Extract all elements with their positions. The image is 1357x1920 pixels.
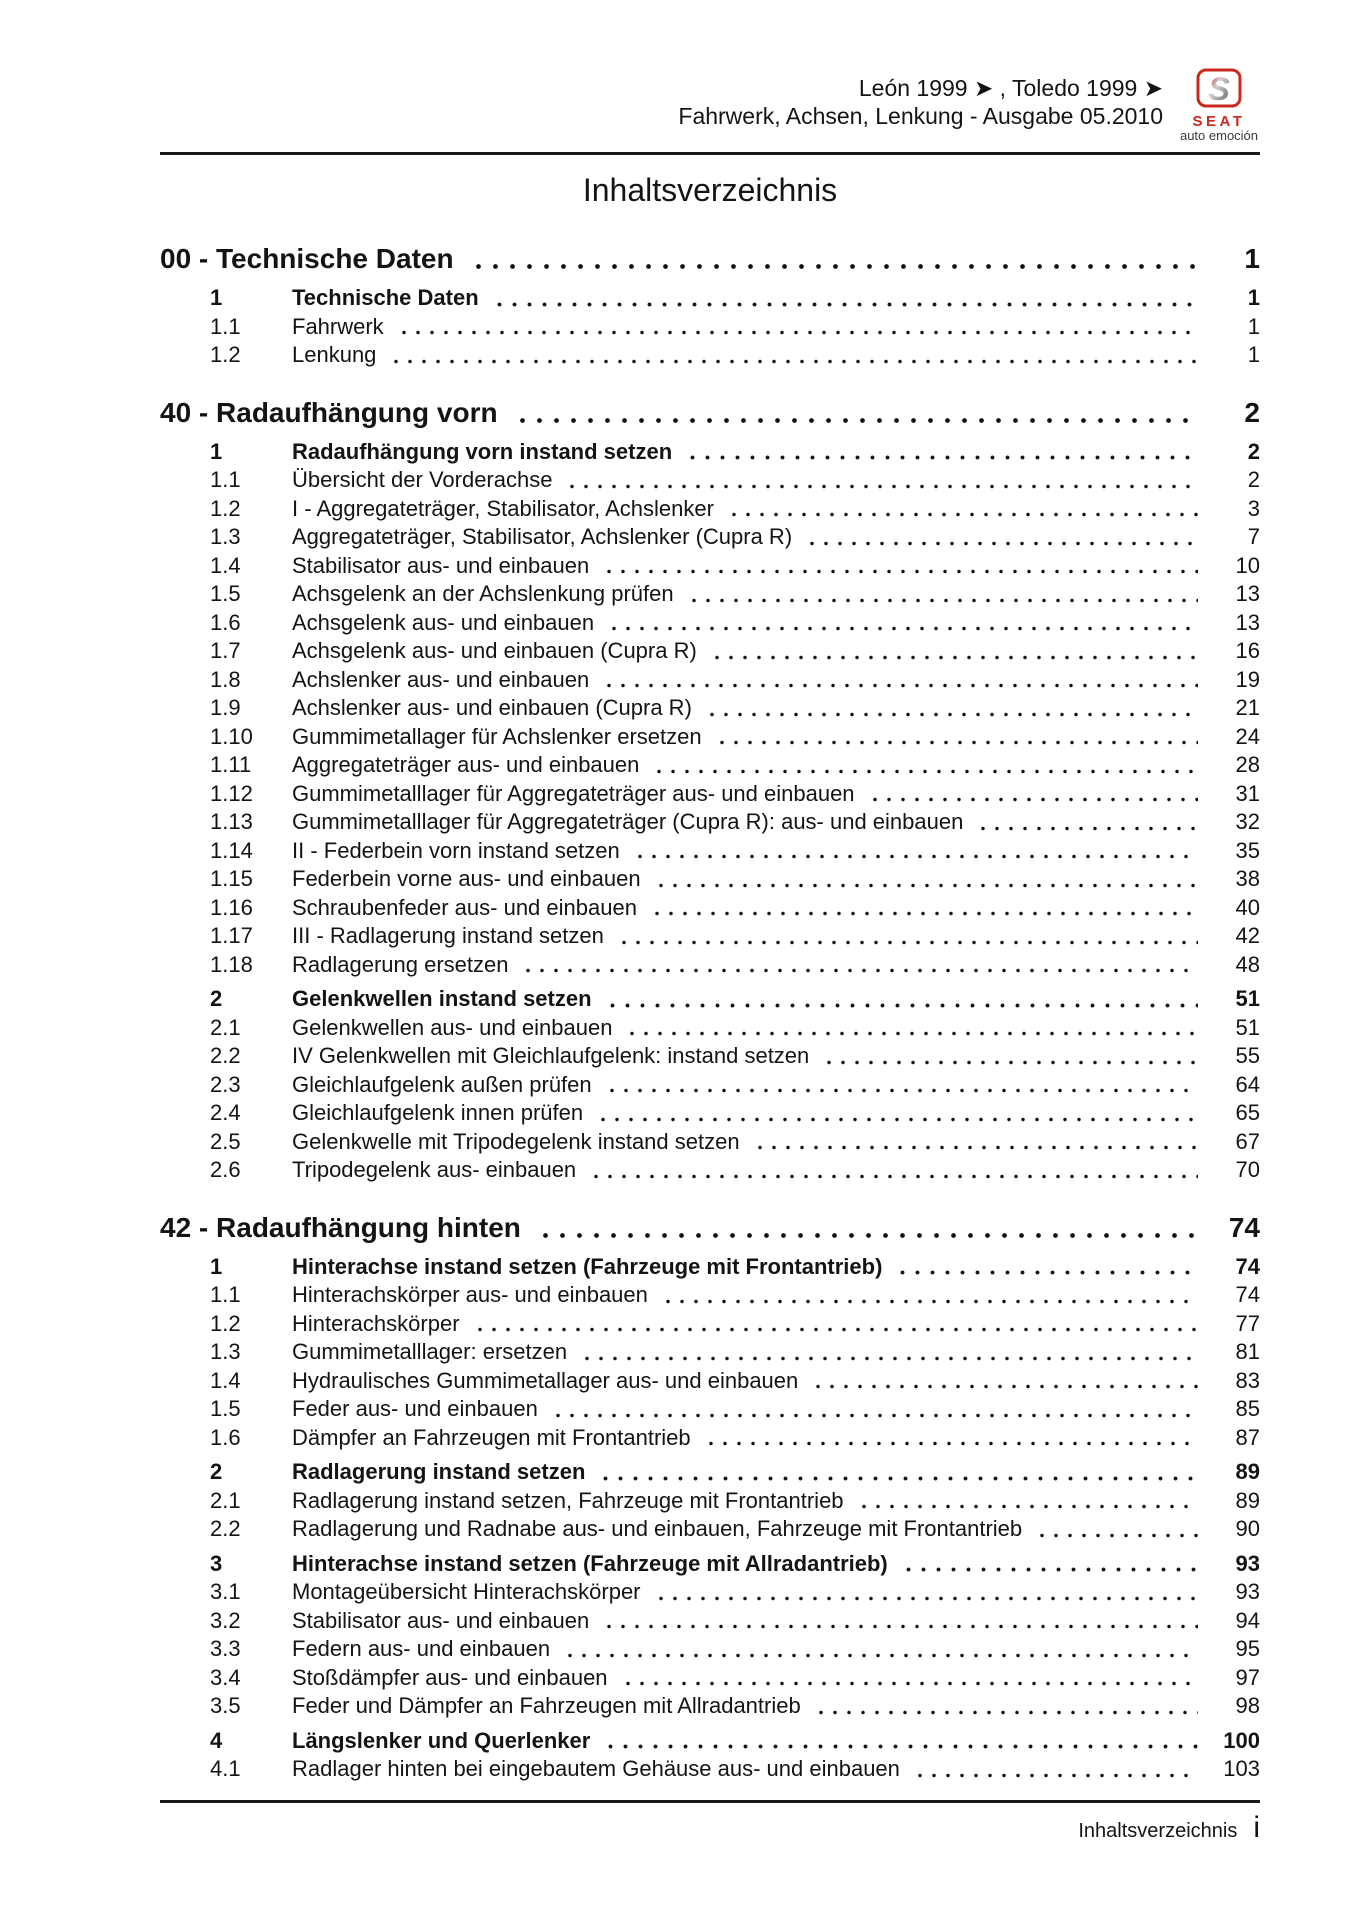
toc-entry-row	[160, 1664, 1260, 1693]
toc-entry-row	[160, 808, 1260, 837]
toc-entry-title: Achsgelenk aus- und einbauen	[292, 609, 595, 635]
toc-entry-page: 28	[1235, 752, 1260, 777]
toc-entry-row	[160, 1253, 1260, 1282]
toc-entry-page: 1	[1247, 313, 1260, 339]
footer-label: Inhaltsverzeichnis	[1078, 1820, 1238, 1842]
toc-entry-page: 94	[1235, 1607, 1260, 1633]
toc-entry-title: III - Radlagerung instand setzen	[292, 923, 604, 948]
dot-leader	[654, 1578, 1198, 1607]
dot-leader	[470, 240, 1198, 278]
toc-entry-title: Stoßdämpfer aus- und einbauen	[292, 1664, 608, 1690]
dot-leader	[565, 466, 1198, 495]
toc-entry-row	[160, 1515, 1260, 1544]
toc-entry-page: 83	[1235, 1367, 1260, 1393]
toc-entry-number: 2.6	[210, 1157, 241, 1182]
toc-entry-number: 1.1	[210, 1282, 241, 1307]
toc-entry-row	[160, 1367, 1260, 1396]
toc-entry-number: 3.5	[210, 1693, 241, 1718]
toc-entry-number: 2	[210, 986, 223, 1011]
header-model-line: León 1999 ➤ , Toledo 1999 ➤	[858, 75, 1163, 101]
toc-entry-title: Längslenker und Querlenker	[292, 1727, 591, 1753]
toc-entry-title: IV Gelenkwellen mit Gleichlaufgelenk: instand setzen	[292, 1043, 810, 1068]
dot-leader	[598, 1458, 1198, 1487]
toc-entry-page: 7	[1247, 524, 1260, 549]
toc-entry-number: 1.17	[210, 923, 253, 948]
dot-leader	[857, 1487, 1198, 1516]
toc-entry-row	[160, 1550, 1260, 1579]
dot-leader	[811, 1367, 1198, 1396]
toc	[160, 240, 1260, 1784]
toc-entry-number: 1.8	[210, 666, 241, 692]
toc-entry-page: 19	[1235, 666, 1260, 692]
dot-leader	[901, 1550, 1198, 1579]
dot-leader	[654, 865, 1198, 894]
dot-leader	[710, 637, 1198, 666]
toc-section-page: 2	[1244, 396, 1260, 428]
toc-entry-page: 16	[1235, 638, 1260, 663]
toc-entry-row	[160, 1338, 1260, 1367]
toc-section-page: 1	[1244, 243, 1260, 274]
toc-entry-row	[160, 1692, 1260, 1721]
toc-entry-number: 2.2	[210, 1516, 241, 1541]
toc-entry-page: 85	[1235, 1396, 1260, 1421]
header-divider	[160, 152, 1260, 155]
page-header	[678, 74, 1163, 130]
toc-entry-title: Montageübersicht Hinterachskörper	[292, 1579, 641, 1604]
toc-entry-title: Gummimetalllager für Aggregateträger aus- und einbauen	[292, 780, 855, 806]
toc-entry-title: Technische Daten	[292, 285, 479, 310]
dot-leader	[537, 1209, 1198, 1247]
toc-entry-row	[160, 666, 1260, 695]
toc-entry-title: Fahrwerk	[292, 313, 384, 339]
toc-entry-row	[160, 637, 1260, 666]
dot-leader	[652, 751, 1198, 780]
dot-leader	[589, 1156, 1198, 1185]
toc-entry-number: 1.13	[210, 809, 253, 834]
dot-leader	[976, 808, 1198, 837]
toc-entry-title: Achsgelenk an der Achslenkung prüfen	[292, 581, 674, 606]
toc-section-row	[160, 240, 1260, 278]
toc-entry-row	[160, 438, 1260, 467]
toc-entry-title: Radlagerung ersetzen	[292, 951, 509, 977]
toc-entry-row	[160, 1578, 1260, 1607]
toc-entry-row	[160, 694, 1260, 723]
toc-entry-number: 1.5	[210, 581, 241, 606]
toc-entry-title: Hydraulisches Gummimetallager aus- und einbauen	[292, 1367, 799, 1393]
toc-entry-number: 1.18	[210, 951, 253, 977]
dot-leader	[814, 1692, 1198, 1721]
toc-entry-page: 77	[1235, 1310, 1260, 1336]
dot-leader	[602, 1607, 1198, 1636]
toc-entry-number: 1.14	[210, 837, 253, 863]
toc-entry-row	[160, 1014, 1260, 1043]
toc-entry-title: Hinterachse instand setzen (Fahrzeuge mit Frontantrieb)	[292, 1253, 883, 1279]
toc-entry-title: Radlagerung instand setzen	[292, 1459, 586, 1484]
toc-entry-title: Tripodegelenk aus- einbauen	[292, 1157, 577, 1182]
toc-entry-page: 32	[1235, 809, 1260, 834]
toc-entry-row	[160, 1042, 1260, 1071]
dot-leader	[596, 1099, 1198, 1128]
toc-entry-title: Übersicht der Vorderachse	[292, 467, 553, 492]
dot-leader	[705, 694, 1198, 723]
toc-entry-page: 40	[1235, 894, 1260, 920]
toc-entry-row	[160, 837, 1260, 866]
toc-entry-title: Aggregateträger, Stabilisator, Achslenker (Cupra R)	[292, 524, 793, 549]
toc-entry-page: 31	[1235, 780, 1260, 806]
toc-entry-page: 93	[1235, 1550, 1260, 1576]
toc-entry-row	[160, 609, 1260, 638]
toc-entry-title: Gummimetalllager für Aggregateträger (Cupra R): aus- und einbauen	[292, 809, 964, 834]
toc-entry-row	[160, 1727, 1260, 1756]
toc-entry-title: Dämpfer an Fahrzeugen mit Frontantrieb	[292, 1424, 691, 1450]
toc-entry-page: 89	[1235, 1487, 1260, 1513]
toc-entry-title: Achslenker aus- und einbauen	[292, 666, 590, 692]
toc-entry-number: 1.9	[210, 695, 241, 720]
toc-entry-row	[160, 1156, 1260, 1185]
dot-leader	[521, 951, 1198, 980]
dot-leader	[514, 394, 1198, 432]
toc-section-row	[160, 394, 1260, 432]
toc-entry-title: II - Federbein vorn instand setzen	[292, 837, 620, 863]
toc-entry-title: Aggregateträger aus- und einbauen	[292, 752, 640, 777]
toc-entry-number: 4.1	[210, 1756, 241, 1781]
toc-entry-number: 2.5	[210, 1128, 241, 1154]
toc-entry-row	[160, 580, 1260, 609]
toc-entry-number: 1.3	[210, 524, 241, 549]
toc-entry-row	[160, 466, 1260, 495]
toc-entry-title: Feder und Dämpfer an Fahrzeugen mit Allradantrieb	[292, 1693, 801, 1718]
toc-entry-number: 3.3	[210, 1636, 241, 1661]
toc-entry-page: 103	[1223, 1756, 1260, 1781]
toc-entry-title: I - Aggregateträger, Stabilisator, Achslenker	[292, 495, 714, 521]
toc-entry-number: 2.1	[210, 1487, 241, 1513]
toc-entry-number: 1.12	[210, 780, 253, 806]
toc-entry-number: 1	[210, 285, 223, 310]
toc-entry-page: 90	[1235, 1516, 1260, 1541]
toc-entry-number: 1.5	[210, 1396, 241, 1421]
toc-entry-number: 4	[210, 1727, 223, 1753]
toc-entry-number: 3.2	[210, 1607, 241, 1633]
toc-entry-title: Schraubenfeder aus- und einbauen	[292, 894, 637, 920]
toc-entry-page: 35	[1235, 837, 1260, 863]
toc-entry-row	[160, 922, 1260, 951]
dot-leader	[621, 1664, 1198, 1693]
toc-entry-number: 1.1	[210, 467, 241, 492]
dot-leader	[1035, 1515, 1198, 1544]
toc-entry-page: 55	[1235, 1043, 1260, 1068]
dot-leader	[605, 985, 1198, 1014]
toc-entry-number: 2	[210, 1459, 223, 1484]
toc-entry-row	[160, 1607, 1260, 1636]
header-subject-line: Fahrwerk, Achsen, Lenkung - Ausgabe 05.2010	[678, 103, 1163, 129]
toc-entry-page: 95	[1235, 1636, 1260, 1661]
toc-entry-number: 1.3	[210, 1339, 241, 1364]
toc-entry-row	[160, 495, 1260, 524]
dot-leader	[805, 523, 1198, 552]
dot-leader	[650, 894, 1198, 923]
toc-entry-page: 64	[1235, 1071, 1260, 1097]
toc-entry-page: 70	[1235, 1157, 1260, 1182]
toc-entry-title: Gummimetallager für Achslenker ersetzen	[292, 723, 702, 749]
toc-entry-row	[160, 1395, 1260, 1424]
toc-entry-number: 1.7	[210, 638, 241, 663]
toc-entry-page: 13	[1235, 609, 1260, 635]
toc-entry-row	[160, 552, 1260, 581]
toc-entry-number: 1.2	[210, 495, 241, 521]
toc-entry-row	[160, 751, 1260, 780]
toc-entry-page: 89	[1235, 1459, 1260, 1484]
dot-leader	[822, 1042, 1198, 1071]
toc-entry-page: 100	[1223, 1727, 1260, 1753]
toc-entry-row	[160, 1310, 1260, 1339]
toc-entry-row	[160, 284, 1260, 313]
dot-leader	[913, 1755, 1198, 1784]
toc-entry-page: 38	[1235, 866, 1260, 891]
toc-entry-page: 87	[1235, 1424, 1260, 1450]
brand-wordmark: SEAT	[1192, 113, 1246, 130]
dot-leader	[727, 495, 1198, 524]
toc-entry-number: 1	[210, 438, 223, 464]
toc-entry-page: 42	[1235, 923, 1260, 948]
toc-entry-page: 1	[1247, 285, 1260, 310]
toc-entry-title: Radlagerung instand setzen, Fahrzeuge mit Frontantrieb	[292, 1487, 844, 1513]
dot-leader	[602, 666, 1198, 695]
toc-section-page: 74	[1228, 1211, 1260, 1243]
dot-leader	[661, 1281, 1198, 1310]
seat-s-logo-icon	[1196, 68, 1242, 113]
dot-leader	[753, 1128, 1198, 1157]
toc-entry-title: Stabilisator aus- und einbauen	[292, 552, 590, 578]
toc-entry-title: Hinterachskörper aus- und einbauen	[292, 1282, 648, 1307]
toc-entry-row	[160, 523, 1260, 552]
toc-entry-number: 2.2	[210, 1043, 241, 1068]
toc-entry-title: Federn aus- und einbauen	[292, 1636, 551, 1661]
dot-leader	[473, 1310, 1198, 1339]
toc-entry-row	[160, 313, 1260, 342]
toc-entry-row	[160, 1128, 1260, 1157]
toc-entry-number: 1.4	[210, 552, 241, 578]
toc-entry-number: 1.16	[210, 894, 253, 920]
toc-entry-row	[160, 951, 1260, 980]
toc-entry-number: 1.6	[210, 609, 241, 635]
dot-leader	[633, 837, 1198, 866]
toc-entry-row	[160, 341, 1260, 370]
toc-section-label: 40 - Radaufhängung vorn	[160, 396, 498, 428]
toc-entry-number: 1.10	[210, 723, 253, 749]
toc-entry-title: Achslenker aus- und einbauen (Cupra R)	[292, 695, 692, 720]
toc-entry-title: Radaufhängung vorn instand setzen	[292, 438, 673, 464]
dot-leader	[687, 580, 1198, 609]
footer-divider	[160, 1800, 1260, 1803]
dot-leader	[715, 723, 1198, 752]
toc-entry-title: Radlager hinten bei eingebautem Gehäuse aus- und einbauen	[292, 1756, 900, 1781]
page-footer	[160, 1813, 1260, 1843]
toc-entry-row	[160, 1071, 1260, 1100]
toc-entry-title: Hinterachse instand setzen (Fahrzeuge mit Allradantrieb)	[292, 1550, 888, 1576]
toc-entry-row	[160, 1458, 1260, 1487]
toc-entry-row	[160, 894, 1260, 923]
toc-entry-page: 21	[1235, 695, 1260, 720]
dot-leader	[492, 284, 1198, 313]
toc-entry-page: 65	[1235, 1100, 1260, 1125]
toc-entry-title: Radlagerung und Radnabe aus- und einbauen, Fahrzeuge mit Frontantrieb	[292, 1516, 1023, 1541]
toc-section-label: 00 - Technische Daten	[160, 243, 454, 274]
dot-leader	[868, 780, 1198, 809]
toc-entry-number: 2.3	[210, 1071, 241, 1097]
brand-tagline: auto emoción	[1179, 128, 1259, 143]
toc-entry-number: 3.1	[210, 1579, 241, 1604]
toc-entry-number: 2.4	[210, 1100, 241, 1125]
toc-entry-row	[160, 1755, 1260, 1784]
toc-entry-row	[160, 1424, 1260, 1453]
toc-entry-title: Feder aus- und einbauen	[292, 1396, 538, 1421]
toc-entry-page: 98	[1235, 1693, 1260, 1718]
toc-entry-title: Hinterachskörper	[292, 1310, 460, 1336]
toc-entry-number: 1.1	[210, 313, 241, 339]
toc-entry-page: 2	[1247, 438, 1260, 464]
dot-leader	[551, 1395, 1198, 1424]
toc-entry-page: 24	[1235, 723, 1260, 749]
dot-leader	[617, 922, 1198, 951]
toc-entry-page: 3	[1247, 495, 1260, 521]
dot-leader	[580, 1338, 1198, 1367]
toc-entry-row	[160, 865, 1260, 894]
dot-leader	[625, 1014, 1198, 1043]
toc-entry-number: 2.1	[210, 1014, 241, 1040]
toc-entry-row	[160, 1487, 1260, 1516]
dot-leader	[605, 1071, 1198, 1100]
toc-entry-row	[160, 1099, 1260, 1128]
toc-entry-page: 1	[1247, 342, 1260, 367]
toc-section-row	[160, 1209, 1260, 1247]
toc-entry-page: 67	[1235, 1128, 1260, 1154]
toc-entry-page: 74	[1235, 1282, 1260, 1307]
toc-entry-page: 10	[1235, 552, 1260, 578]
toc-entry-title: Lenkung	[292, 342, 377, 367]
toc-entry-number: 1.2	[210, 342, 241, 367]
toc-entry-row	[160, 985, 1260, 1014]
toc-entry-title: Gleichlaufgelenk außen prüfen	[292, 1071, 592, 1097]
toc-entry-title: Gelenkwellen instand setzen	[292, 986, 592, 1011]
toc-entry-number: 1.15	[210, 866, 253, 891]
dot-leader	[704, 1424, 1198, 1453]
toc-entry-number: 1.11	[210, 752, 252, 777]
toc-entry-row	[160, 1635, 1260, 1664]
toc-entry-page: 93	[1235, 1579, 1260, 1604]
svg-text:S: S	[1208, 71, 1230, 107]
toc-entry-title: Gleichlaufgelenk innen prüfen	[292, 1100, 584, 1125]
footer-page-number: i	[1253, 1811, 1260, 1844]
page-title: Inhaltsverzeichnis	[582, 172, 838, 208]
dot-leader	[685, 438, 1198, 467]
dot-leader	[563, 1635, 1198, 1664]
toc-entry-page: 48	[1235, 951, 1260, 977]
toc-entry-row	[160, 780, 1260, 809]
toc-entry-page: 74	[1235, 1253, 1260, 1279]
toc-entry-title: Stabilisator aus- und einbauen	[292, 1607, 590, 1633]
toc-entry-row	[160, 1281, 1260, 1310]
toc-entry-number: 1.4	[210, 1367, 241, 1393]
toc-entry-title: Gelenkwellen aus- und einbauen	[292, 1014, 613, 1040]
brand-logo	[1178, 68, 1260, 143]
toc-entry-page: 13	[1235, 581, 1260, 606]
toc-entry-title: Gummimetalllager: ersetzen	[292, 1339, 568, 1364]
dot-leader	[602, 552, 1198, 581]
toc-entry-number: 1.2	[210, 1310, 241, 1336]
toc-entry-number: 1	[210, 1253, 223, 1279]
dot-leader	[607, 609, 1198, 638]
toc-entry-title: Federbein vorne aus- und einbauen	[292, 866, 641, 891]
toc-entry-number: 3.4	[210, 1664, 241, 1690]
toc-entry-page: 51	[1235, 986, 1260, 1011]
toc-entry-page: 51	[1235, 1014, 1260, 1040]
dot-leader	[603, 1727, 1198, 1756]
toc-entry-title: Achsgelenk aus- und einbauen (Cupra R)	[292, 638, 697, 663]
toc-entry-number: 1.6	[210, 1424, 241, 1450]
toc-entry-page: 97	[1235, 1664, 1260, 1690]
dot-leader	[895, 1253, 1198, 1282]
toc-entry-number: 3	[210, 1550, 223, 1576]
dot-leader	[389, 341, 1198, 370]
toc-entry-page: 2	[1247, 467, 1260, 492]
toc-section-label: 42 - Radaufhängung hinten	[160, 1211, 521, 1243]
toc-entry-row	[160, 723, 1260, 752]
toc-entry-page: 81	[1235, 1339, 1260, 1364]
dot-leader	[397, 313, 1198, 342]
toc-entry-title: Gelenkwelle mit Tripodegelenk instand setzen	[292, 1128, 740, 1154]
